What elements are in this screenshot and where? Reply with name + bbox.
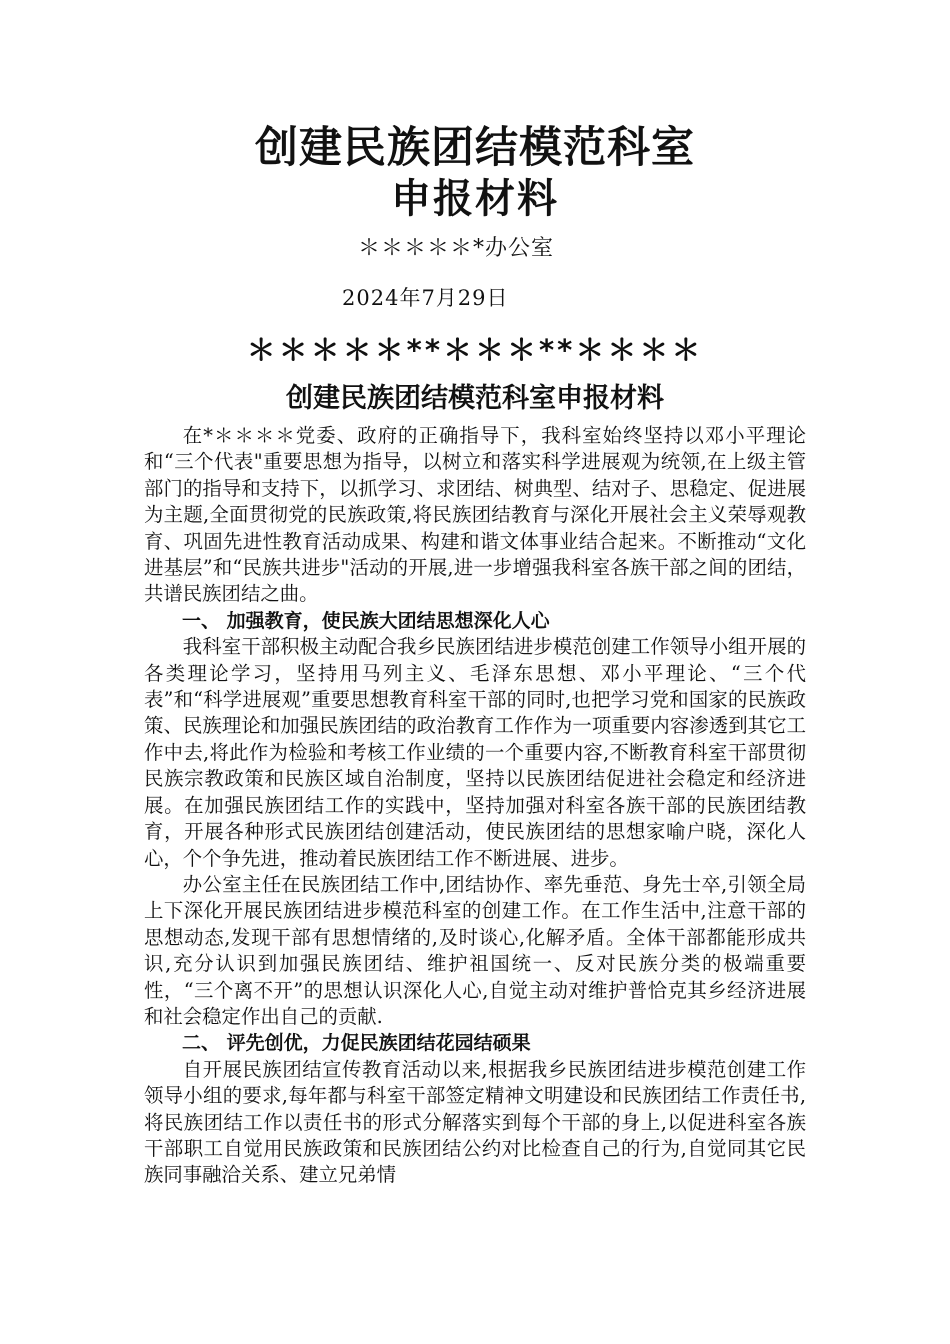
paragraph: 办公室主任在民族团结工作中,团结协作、率先垂范、身先士卒,引领全局上下深化开展民族团结进步模范科室的创建工作。在工作生活中,注意干部的思想动态,发现干部有思想情绪的,及时谈心,化解矛盾。全体干部都能形成共识,充分认识到加强民族团结、维护祖国统一、反对民族分类的极端重要性，“三个离不开”的思想认识深化人心,自觉主动对维护普恰克其乡经济进展和社会稳定作出自己的贡献. — [144, 872, 806, 1028]
star-separator: ＊＊＊＊＊**＊＊＊**＊＊＊＊ — [246, 333, 704, 367]
section-heading-1: 一、 加强教育，使民族大团结思想深化人心 — [182, 609, 550, 632]
section-heading-2: 二、 评先创优，力促民族团结花园结硕果 — [182, 1032, 531, 1055]
document-title: 创建民族团结模范科室 — [255, 123, 695, 173]
document-date: 2024年7月29日 — [342, 286, 509, 310]
paragraph: 自开展民族团结宣传教育活动以来,根据我乡民族团结进步模范创建工作领导小组的要求,每年都与科室干部签定精神文明建设和民族团结工作责任书,将民族团结工作以责任书的形式分解落实到每个干部的身上,以促进科室各族干部职工自觉用民族政策和民族团结公约对比检查自己的行为,自觉同其它民族同事融洽关系、建立兄弟情 — [144, 1057, 806, 1187]
paragraph-intro: 在*＊＊＊＊党委、政府的正确指导下，我科室始终坚持以邓小平理论和“三个代表"重要思想为指导，以树立和落实科学进展观为统领,在上级主管部门的指导和支持下，以抓学习、求团结、树典型、结对子、思稳定、促进展为主题,全面贯彻党的民族政策,将民族团结教育与深化开展社会主义荣辱观教育、巩固先进性教育活动成果、构建和谐文体事业结合起来。不断推动“文化进基层”和“民族共进步"活动的开展,进一步增强我科室各族干部之间的团结，共谱民族团结之曲。 — [144, 424, 806, 606]
document-body — [144, 423, 806, 1189]
paragraph: 我科室干部积极主动配合我乡民族团结进步模范创建工作领导小组开展的各类理论学习，坚持用马列主义、毛泽东思想、邓小平理论、“三个代表”和“科学进展观”重要思想教育科室干部的同时,也把学习党和国家的民族政策、民族理论和加强民族团结的政治教育工作作为一项重要内容渗透到其它工作中去,将此作为检验和考核工作业绩的一个重要内容,不断教育科室干部贯彻民族宗教政策和民族区域自治制度，坚持以民族团结促进社会稳定和经济进展。在加强民族团结工作的实践中，坚持加强对科室各族干部的民族团结教育，开展各种形式民族团结创建活动，使民族团结的思想家喻户晓，深化人心，个个争先进，推动着民族团结工作不断进展、进步。 — [144, 635, 806, 870]
document-title-line2: 申报材料 — [391, 176, 559, 222]
office-name: ＊＊＊＊＊*办公室 — [358, 236, 555, 261]
document-subtitle: 创建民族团结模范科室申报材料 — [286, 383, 664, 414]
